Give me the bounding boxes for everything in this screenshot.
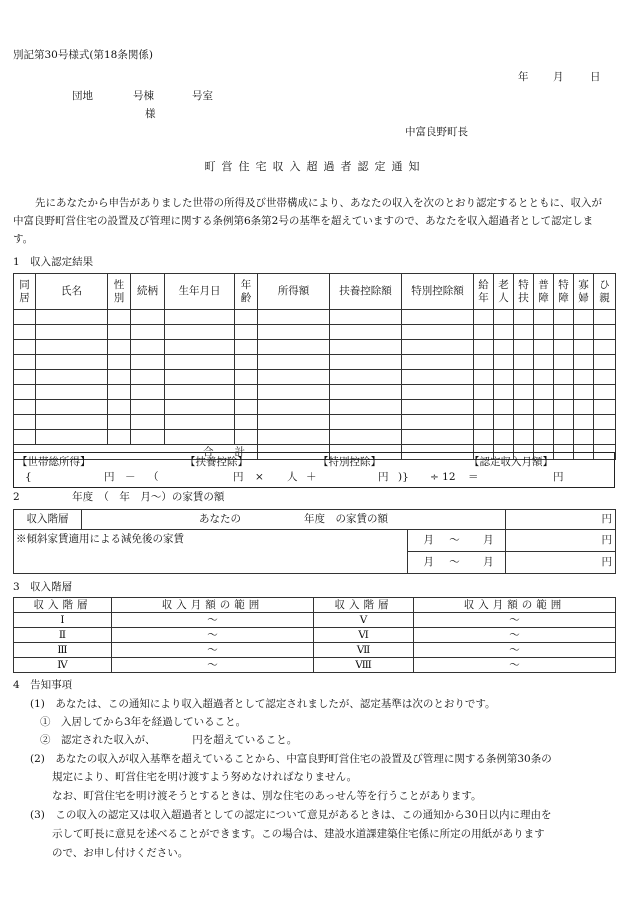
income-table-row xyxy=(14,430,616,445)
formula-yen-4: 円 xyxy=(553,471,564,483)
tier-left-cell: Ⅱ xyxy=(14,628,112,643)
income-table-cell[interactable] xyxy=(494,355,514,370)
income-table-cell[interactable] xyxy=(574,340,594,355)
range-col-left: 収入月額の範囲 xyxy=(112,598,314,613)
formula-close: )} xyxy=(398,471,409,483)
income-table-cell[interactable] xyxy=(258,430,330,445)
income-table-cell[interactable] xyxy=(534,415,554,430)
tier-right-cell: Ⅶ xyxy=(314,643,414,658)
tier-right-cell: Ⅴ xyxy=(314,613,414,628)
tier-row xyxy=(14,643,616,658)
section4-heading: 4 告知事項 xyxy=(13,679,73,691)
income-table-cell[interactable] xyxy=(330,370,402,385)
income-table-cell[interactable] xyxy=(554,340,574,355)
income-table-cell[interactable] xyxy=(330,430,402,445)
col-rojin: 老人 xyxy=(494,274,514,310)
date-month-label: 月 xyxy=(553,71,564,83)
income-table-row xyxy=(14,400,616,415)
formula-yen-2: 円 xyxy=(233,471,244,483)
income-table-cell[interactable] xyxy=(594,355,616,370)
income-table-cell[interactable] xyxy=(514,325,534,340)
income-table-cell[interactable] xyxy=(494,415,514,430)
income-table-row xyxy=(14,310,616,325)
rent-amount-yen: 円 xyxy=(506,510,616,530)
income-table-cell[interactable] xyxy=(574,430,594,445)
income-table-cell[interactable] xyxy=(131,340,165,355)
tier-right-cell: Ⅵ xyxy=(314,628,414,643)
notice-item-2-line1: (2) あなたの収入が収入基準を超えていることから、中富良野町営住宅の設置及び管理に関する条例第30条の xyxy=(30,753,552,765)
income-table-cell[interactable] xyxy=(474,385,494,400)
income-table-cell[interactable] xyxy=(258,340,330,355)
rent-amount-label: あなたの 年度 の家賃の額 xyxy=(82,510,506,530)
income-table-cell[interactable] xyxy=(258,415,330,430)
income-table-cell[interactable] xyxy=(594,310,616,325)
tier-row xyxy=(14,628,616,643)
income-table-cell[interactable] xyxy=(235,430,258,445)
income-table-cell[interactable] xyxy=(402,430,474,445)
income-table-cell[interactable] xyxy=(554,325,574,340)
income-table-cell[interactable] xyxy=(131,355,165,370)
income-table-cell[interactable] xyxy=(258,325,330,340)
col-relation: 続柄 xyxy=(131,274,165,310)
income-table-cell[interactable] xyxy=(131,325,165,340)
rent-tier-label: 収入階層 xyxy=(14,510,82,530)
period1-month-end: 月 xyxy=(483,534,494,547)
income-table-cell[interactable] xyxy=(494,430,514,445)
income-result-table xyxy=(13,273,616,460)
income-table-cell[interactable] xyxy=(574,400,594,415)
income-table-cell[interactable] xyxy=(594,370,616,385)
income-table-cell[interactable] xyxy=(514,400,534,415)
income-table-cell[interactable] xyxy=(36,310,108,325)
income-table-cell[interactable] xyxy=(165,370,235,385)
notice-item-2-line2: 規定により、町営住宅を明け渡すよう努めなければなりません。 xyxy=(52,771,358,783)
range-left-cell[interactable]: ～ xyxy=(112,658,314,673)
income-table-cell[interactable] xyxy=(534,430,554,445)
income-table-cell[interactable] xyxy=(108,355,131,370)
period1-kara: ～ xyxy=(449,534,460,547)
income-table-cell[interactable] xyxy=(235,415,258,430)
income-table-cell[interactable] xyxy=(574,370,594,385)
income-table-cell[interactable] xyxy=(14,340,36,355)
income-table-cell[interactable] xyxy=(594,385,616,400)
income-table-cell[interactable] xyxy=(594,340,616,355)
income-table-cell[interactable] xyxy=(131,400,165,415)
notice-item-3-line3: ので、お申し付けください。 xyxy=(52,847,189,859)
income-table-cell[interactable] xyxy=(534,355,554,370)
income-table-cell[interactable] xyxy=(474,310,494,325)
income-table-cell[interactable] xyxy=(108,430,131,445)
income-table-cell[interactable] xyxy=(534,370,554,385)
income-table-cell[interactable] xyxy=(402,310,474,325)
income-table-cell[interactable] xyxy=(514,310,534,325)
income-table-cell[interactable] xyxy=(574,415,594,430)
tier-row xyxy=(14,613,616,628)
income-table-cell[interactable] xyxy=(554,415,574,430)
income-table-cell[interactable] xyxy=(14,325,36,340)
period1-month-start: 月 xyxy=(423,534,434,547)
tier-left-cell: Ⅰ xyxy=(14,613,112,628)
income-table-cell[interactable] xyxy=(534,385,554,400)
income-table-cell[interactable] xyxy=(258,310,330,325)
income-table-cell[interactable] xyxy=(474,400,494,415)
col-name: 氏名 xyxy=(36,274,108,310)
income-table-cell[interactable] xyxy=(402,340,474,355)
tier-col-right: 収入階層 xyxy=(314,598,414,613)
formula-label-special: 【特別控除】 xyxy=(318,456,381,468)
income-table-cell[interactable] xyxy=(474,340,494,355)
reduced-period-1[interactable] xyxy=(408,530,506,552)
col-sex: 性別 xyxy=(108,274,131,310)
income-table-cell[interactable] xyxy=(108,370,131,385)
income-table-cell[interactable] xyxy=(36,400,108,415)
income-table-cell[interactable] xyxy=(402,400,474,415)
income-table-cell[interactable] xyxy=(108,325,131,340)
formula-paren: （ xyxy=(148,471,159,483)
income-table-cell[interactable] xyxy=(235,400,258,415)
income-table-cell[interactable] xyxy=(554,400,574,415)
income-table-row xyxy=(14,340,616,355)
income-table-cell[interactable] xyxy=(36,385,108,400)
formula-eq: ＝ xyxy=(468,471,479,483)
income-table-cell[interactable] xyxy=(165,325,235,340)
range-right-cell[interactable]: ～ xyxy=(414,628,616,643)
income-table-cell[interactable] xyxy=(554,355,574,370)
notice-item-2-line3: なお、町営住宅を明け渡そうとするときは、別な住宅のあっせん等を行うことがあります。 xyxy=(52,790,482,802)
income-table-cell[interactable] xyxy=(258,385,330,400)
income-table-cell[interactable] xyxy=(534,400,554,415)
date-day-label: 日 xyxy=(590,71,601,83)
tier-right-cell: Ⅷ xyxy=(314,658,414,673)
notice-item-1b: ② 認定された収入が、 円を超えていること。 xyxy=(40,734,298,746)
tier-left-cell: Ⅳ xyxy=(14,658,112,673)
income-table-row xyxy=(14,415,616,430)
income-table-cell[interactable] xyxy=(330,340,402,355)
income-table-row xyxy=(14,385,616,400)
income-table-cell[interactable] xyxy=(235,355,258,370)
formula-label-total-income: 【世帯総所得】 xyxy=(17,456,91,468)
income-table-cell[interactable] xyxy=(330,310,402,325)
income-table-cell[interactable] xyxy=(474,415,494,430)
income-table-cell[interactable] xyxy=(534,310,554,325)
income-table-cell[interactable] xyxy=(554,385,574,400)
range-col-right: 収入月額の範囲 xyxy=(414,598,616,613)
income-table-cell[interactable] xyxy=(165,430,235,445)
range-right-cell[interactable]: ～ xyxy=(414,643,616,658)
formula-yen-3: 円 xyxy=(378,471,389,483)
range-left-cell[interactable]: ～ xyxy=(112,613,314,628)
income-table-cell[interactable] xyxy=(165,355,235,370)
income-table-cell[interactable] xyxy=(534,325,554,340)
income-table-cell[interactable] xyxy=(494,310,514,325)
income-table-cell[interactable] xyxy=(554,310,574,325)
income-table-cell[interactable] xyxy=(131,415,165,430)
income-table-cell[interactable] xyxy=(574,325,594,340)
section3-heading: 3 収入階層 xyxy=(13,581,73,593)
income-table-cell[interactable] xyxy=(330,325,402,340)
income-table-cell[interactable] xyxy=(36,355,108,370)
income-table-cell[interactable] xyxy=(402,355,474,370)
col-kafu: 寡婦 xyxy=(574,274,594,310)
col-tokufu: 特扶 xyxy=(514,274,534,310)
income-table-cell[interactable] xyxy=(36,340,108,355)
income-table-cell[interactable] xyxy=(494,400,514,415)
addressee-sama: 様 xyxy=(145,108,156,120)
income-table-cell[interactable] xyxy=(330,385,402,400)
period2-month-start: 月 xyxy=(423,556,434,569)
income-table-cell[interactable] xyxy=(165,400,235,415)
rent-row-1 xyxy=(14,510,616,530)
income-table-cell[interactable] xyxy=(474,325,494,340)
col-birthdate: 生年月日 xyxy=(165,274,235,310)
rent-row-2 xyxy=(14,530,616,552)
income-table-cell[interactable] xyxy=(165,310,235,325)
period2-month-end: 月 xyxy=(483,556,494,569)
reduced-rent-yen-2: 円 xyxy=(506,552,616,574)
income-table-cell[interactable] xyxy=(108,400,131,415)
reduced-period-2[interactable] xyxy=(408,552,506,574)
income-table-cell[interactable] xyxy=(36,370,108,385)
income-table-cell[interactable] xyxy=(574,355,594,370)
income-table-cell[interactable] xyxy=(131,370,165,385)
issuer-name: 中富良野町長 xyxy=(405,126,468,138)
income-table-cell[interactable] xyxy=(402,385,474,400)
income-table-cell[interactable] xyxy=(131,430,165,445)
total-label: 合 計 xyxy=(14,445,258,460)
income-table-cell[interactable] xyxy=(554,370,574,385)
goshitsu-label: 号室 xyxy=(192,90,213,102)
danchi-label: 団地 xyxy=(72,90,93,102)
income-table-cell[interactable] xyxy=(494,325,514,340)
formula-minus: － xyxy=(125,471,136,483)
income-table-cell[interactable] xyxy=(474,430,494,445)
income-table-cell[interactable] xyxy=(474,355,494,370)
col-dependent-deduction: 扶養控除額 xyxy=(330,274,402,310)
section2-heading: 2 年度 （ 年 月～）の家賃の額 xyxy=(13,491,225,503)
income-table-cell[interactable] xyxy=(235,340,258,355)
income-table-cell[interactable] xyxy=(36,415,108,430)
range-left-cell[interactable]: ～ xyxy=(112,643,314,658)
income-table-cell[interactable] xyxy=(594,400,616,415)
reduced-rent-label: ※傾斜家賃適用による減免後の家賃 xyxy=(14,530,408,574)
document-title: 町営住宅収入超過者認定通知 xyxy=(204,160,426,173)
income-table-cell[interactable] xyxy=(14,310,36,325)
income-table-cell[interactable] xyxy=(574,310,594,325)
col-tokusho: 特障 xyxy=(554,274,574,310)
income-table-cell[interactable] xyxy=(402,325,474,340)
income-table-cell[interactable] xyxy=(131,310,165,325)
income-table-cell[interactable] xyxy=(14,370,36,385)
col-kyunen: 給年 xyxy=(474,274,494,310)
notice-item-3-line1: (3) この収入の認定又は収入超過者としての認定について意見があるときは、この通知から30日以内に理由を xyxy=(30,809,552,821)
income-table-cell[interactable] xyxy=(108,415,131,430)
income-table-cell[interactable] xyxy=(14,385,36,400)
formula-nin: 人 xyxy=(287,471,298,483)
income-table-cell[interactable] xyxy=(258,400,330,415)
income-table-cell[interactable] xyxy=(131,385,165,400)
period2-kara: ～ xyxy=(449,556,460,569)
income-table-cell[interactable] xyxy=(258,355,330,370)
income-table-cell[interactable] xyxy=(36,430,108,445)
income-table-cell[interactable] xyxy=(514,430,534,445)
reduced-rent-yen-1: 円 xyxy=(506,530,616,552)
form-number: 別記第30号様式(第18条関係) xyxy=(13,49,153,61)
income-table-cell[interactable] xyxy=(14,400,36,415)
income-table-cell[interactable] xyxy=(402,415,474,430)
income-table-cell[interactable] xyxy=(494,340,514,355)
income-table-cell[interactable] xyxy=(514,370,534,385)
income-table-cell[interactable] xyxy=(474,370,494,385)
range-left-cell[interactable]: ～ xyxy=(112,628,314,643)
formula-label-monthly: 【認定収入月額】 xyxy=(469,456,553,468)
income-table-cell[interactable] xyxy=(330,400,402,415)
income-table-cell[interactable] xyxy=(534,340,554,355)
income-table-cell[interactable] xyxy=(574,385,594,400)
formula-times: × xyxy=(255,471,264,483)
income-table-cell[interactable] xyxy=(108,340,131,355)
notice-item-3-line2: 示して町長に意見を述べることができます。この場合は、建設水道課建築住宅係に所定の用紙があります xyxy=(52,828,545,840)
formula-yen-1: 円 xyxy=(104,471,115,483)
income-table-cell[interactable] xyxy=(165,415,235,430)
income-table-cell[interactable] xyxy=(554,430,574,445)
tier-table-header xyxy=(14,598,616,613)
income-table-cell[interactable] xyxy=(514,355,534,370)
income-table-cell[interactable] xyxy=(108,310,131,325)
rent-table xyxy=(13,509,616,574)
income-table-cell[interactable] xyxy=(594,430,616,445)
income-table-row xyxy=(14,355,616,370)
col-age: 年齢 xyxy=(235,274,258,310)
income-table-cell[interactable] xyxy=(514,385,534,400)
col-hitorioya: ひ親 xyxy=(594,274,616,310)
income-table-cell[interactable] xyxy=(402,370,474,385)
col-special-deduction: 特別控除額 xyxy=(402,274,474,310)
tier-row xyxy=(14,658,616,673)
col-fusho: 普障 xyxy=(534,274,554,310)
income-table-cell[interactable] xyxy=(514,340,534,355)
goto-label: 号棟 xyxy=(133,90,154,102)
notice-item-1a: ① 入居してから3年を経過していること。 xyxy=(40,716,247,728)
income-tier-table xyxy=(13,597,616,673)
income-table-row xyxy=(14,325,616,340)
range-right-cell[interactable]: ～ xyxy=(414,613,616,628)
income-table-cell[interactable] xyxy=(235,325,258,340)
income-table-cell[interactable] xyxy=(330,355,402,370)
formula-plus: ＋ xyxy=(306,471,317,483)
income-table-cell[interactable] xyxy=(494,385,514,400)
income-table-cell[interactable] xyxy=(494,370,514,385)
formula-brace: { xyxy=(25,471,32,483)
notice-item-1: (1) あなたは、この通知により収入超過者として認定されましたが、認定基準は次のとおりです。 xyxy=(30,698,496,710)
col-income: 所得額 xyxy=(258,274,330,310)
income-table-cell[interactable] xyxy=(235,385,258,400)
intro-paragraph: 先にあなたから申告がありました世帯の所得及び世帯構成により、あなたの収入を次のとおり認定するとともに、収入が中富良野町営住宅の設置及び管理に関する条例第6条第2号の基準を超えていますので、あなたを収入超過者として認定します。 xyxy=(13,197,602,245)
income-table-cell[interactable] xyxy=(235,370,258,385)
income-table-cell[interactable] xyxy=(14,430,36,445)
income-table-cell[interactable] xyxy=(594,325,616,340)
range-right-cell[interactable]: ～ xyxy=(414,658,616,673)
income-table-cell[interactable] xyxy=(258,370,330,385)
income-table-cell[interactable] xyxy=(14,355,36,370)
income-table-header xyxy=(14,274,616,310)
income-table-cell[interactable] xyxy=(165,385,235,400)
income-table-cell[interactable] xyxy=(14,415,36,430)
income-table-cell[interactable] xyxy=(594,415,616,430)
income-table-cell[interactable] xyxy=(108,385,131,400)
formula-label-dependent: 【扶養控除】 xyxy=(185,456,248,468)
section1-heading: 1 収入認定結果 xyxy=(13,256,94,268)
date-year-label: 年 xyxy=(518,71,529,83)
income-table-cell[interactable] xyxy=(165,340,235,355)
income-table-row xyxy=(14,370,616,385)
tier-col-left: 収入階層 xyxy=(14,598,112,613)
col-dokyo: 同居 xyxy=(14,274,36,310)
income-table-cell[interactable] xyxy=(235,310,258,325)
tier-left-cell: Ⅲ xyxy=(14,643,112,658)
income-table-cell[interactable] xyxy=(330,415,402,430)
income-table-cell[interactable] xyxy=(36,325,108,340)
income-table-cell[interactable] xyxy=(514,415,534,430)
formula-div: ÷ 12 xyxy=(430,471,456,483)
